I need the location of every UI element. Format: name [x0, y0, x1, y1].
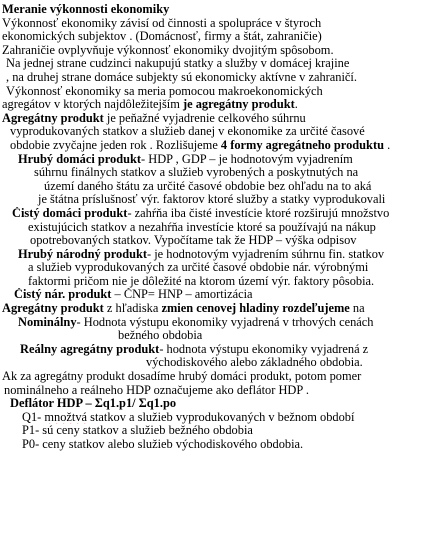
- text-line: [0, 261, 438, 275]
- bold-text: zmien cenovej hladiny rozdeľujeme: [161, 302, 350, 316]
- text-segment: východiskového alebo základného obdobia.: [146, 356, 363, 370]
- text-segment: , na druhej strane domáce subjekty sú ekonomicky aktívne v zahraničí.: [6, 70, 357, 84]
- text-line: [0, 329, 438, 343]
- text-line: [0, 112, 438, 126]
- misspelled-text: množtvá: [44, 410, 88, 424]
- text-line: [0, 3, 438, 17]
- text-line: [0, 370, 438, 384]
- text-segment: - Hodnota výstupu ekonomiky vyjadrená v trhových cenách: [76, 315, 374, 329]
- text-line: [0, 125, 438, 139]
- text-line: [0, 424, 438, 438]
- text-segment: je štátna príslušnosť výr. faktorov ktoré služby a statky vyprodukovali: [38, 193, 386, 207]
- text-segment: faktormi pričom nie je dôležité na ktorom území výr. faktory pôsobia.: [28, 274, 375, 288]
- text-segment: - je hodnotovým vyjadrením súhrnu fin. statkov: [147, 247, 385, 261]
- text-line: [0, 17, 438, 31]
- text-line: [0, 288, 438, 302]
- text-segment: a služieb vyprodukovaných za určité časové obdobie nár. výrobnými: [28, 261, 369, 275]
- text-segment: území daného štátu za určité časové obdobie bez ohľadu na to aká: [44, 179, 372, 193]
- text-segment: - HDP , GDP – je hodnotovým vyjadrením: [141, 152, 353, 166]
- text-segment: agregátov v ktorých najdôležitejším: [2, 98, 183, 112]
- text-segment: vyprodukovaných statkov a služieb danej v ekonomike za určité časové: [10, 125, 365, 139]
- bold-text: Hrubý domáci produkt: [18, 152, 142, 166]
- bold-text: Hrubý národný produkt: [18, 247, 148, 261]
- text-line: [0, 139, 438, 153]
- text-segment: Zahraničie ovplyvňuje výkonnosť ekonomiky dvojitým spôsobom.: [2, 43, 334, 57]
- text-line: [0, 302, 438, 316]
- text-segment: Q1-: [22, 410, 45, 424]
- text-line: [0, 30, 438, 44]
- text-segment: .: [294, 98, 298, 112]
- bold-text: Deflátor HDP – Σq1.p1/ Σq1.po: [10, 397, 177, 411]
- bold-text: 4 formy agregátneho produktu: [220, 138, 384, 152]
- text-segment: statkov a služieb vyprodukovaných v bežnom období: [87, 410, 355, 424]
- text-segment: – ČNP= HNP – amortizácia: [111, 288, 253, 302]
- text-segment: - zahŕňa iba čisté investície ktoré rozširujú množstvo: [127, 206, 390, 220]
- bold-text: Agregátny produkt: [2, 302, 104, 316]
- bold-text: Čistý nár. produkt: [14, 288, 112, 302]
- text-segment: súhrnu finálnych statkov a služieb vyrobených a poskytnutých na: [34, 166, 359, 180]
- text-segment: existujúcich statkov a nezahŕňa investície ktoré sa používajú na nákup: [28, 220, 376, 234]
- text-segment: Ak za agregátny produkt dosadíme hrubý domáci produkt, potom pomer: [2, 370, 362, 384]
- text-segment: ekonomických subjektov . (Domácnosť, firmy a štát, zahraničie): [2, 30, 322, 44]
- text-line: [0, 384, 438, 398]
- text-line: [0, 71, 438, 85]
- text-segment: P1- sú ceny statkov a služieb bežného obdobia: [22, 424, 253, 438]
- text-line: [0, 207, 438, 221]
- text-line: [0, 180, 438, 194]
- text-segment: opotrebovaných statkov. Vypočítame tak že HDP – výška odpisov: [30, 234, 357, 248]
- text-segment: Výkonnosť ekonomiky sa meria pomocou makroekonomických: [6, 84, 323, 98]
- text-segment: nominálneho a reálneho HDP označujeme ako deflátor HDP .: [4, 383, 309, 397]
- bold-text: je agregátny produkt: [182, 98, 295, 112]
- text-line: [0, 343, 438, 357]
- text-segment: Na jednej strane cudzinci nakupujú statky a služby v domácej krajine: [6, 57, 350, 71]
- text-segment: - hodnota výstupu ekonomiky vyjadrená z: [159, 342, 369, 356]
- bold-text: Reálny agregátny produkt: [20, 342, 160, 356]
- text-line: [0, 98, 438, 112]
- bold-text: Nominálny: [18, 315, 77, 329]
- text-line: [0, 275, 438, 289]
- text-line: [0, 397, 438, 411]
- text-line: [0, 356, 438, 370]
- bold-text: Agregátny produkt: [2, 111, 104, 125]
- text-segment: bežného obdobia: [118, 329, 203, 343]
- text-segment: z hľadiska: [103, 302, 162, 316]
- text-line: [0, 193, 438, 207]
- text-line: [0, 57, 438, 71]
- text-line: [0, 221, 438, 235]
- text-line: [0, 316, 438, 330]
- text-line: [0, 85, 438, 99]
- bold-text: Čistý domáci produkt: [12, 206, 128, 220]
- text-segment: Výkonnosť ekonomiky závisí od činnosti a spolupráce v štyroch: [2, 16, 322, 30]
- text-line: [0, 153, 438, 167]
- text-line: [0, 44, 438, 58]
- text-line: [0, 234, 438, 248]
- text-line: [0, 411, 438, 425]
- text-line: [0, 248, 438, 262]
- text-segment: .: [383, 138, 391, 152]
- text-segment: je peňažné vyjadrenie celkového súhrnu: [103, 111, 306, 125]
- bold-text: Meranie výkonnosti ekonomiky: [2, 3, 170, 16]
- text-segment: obdobie zvyčajne jeden rok . Rozlišujeme: [10, 138, 221, 152]
- text-line: [0, 438, 438, 452]
- text-segment: P0- ceny statkov alebo služieb východiskového obdobia.: [22, 438, 304, 451]
- text-segment: na: [349, 302, 365, 316]
- text-line: [0, 166, 438, 180]
